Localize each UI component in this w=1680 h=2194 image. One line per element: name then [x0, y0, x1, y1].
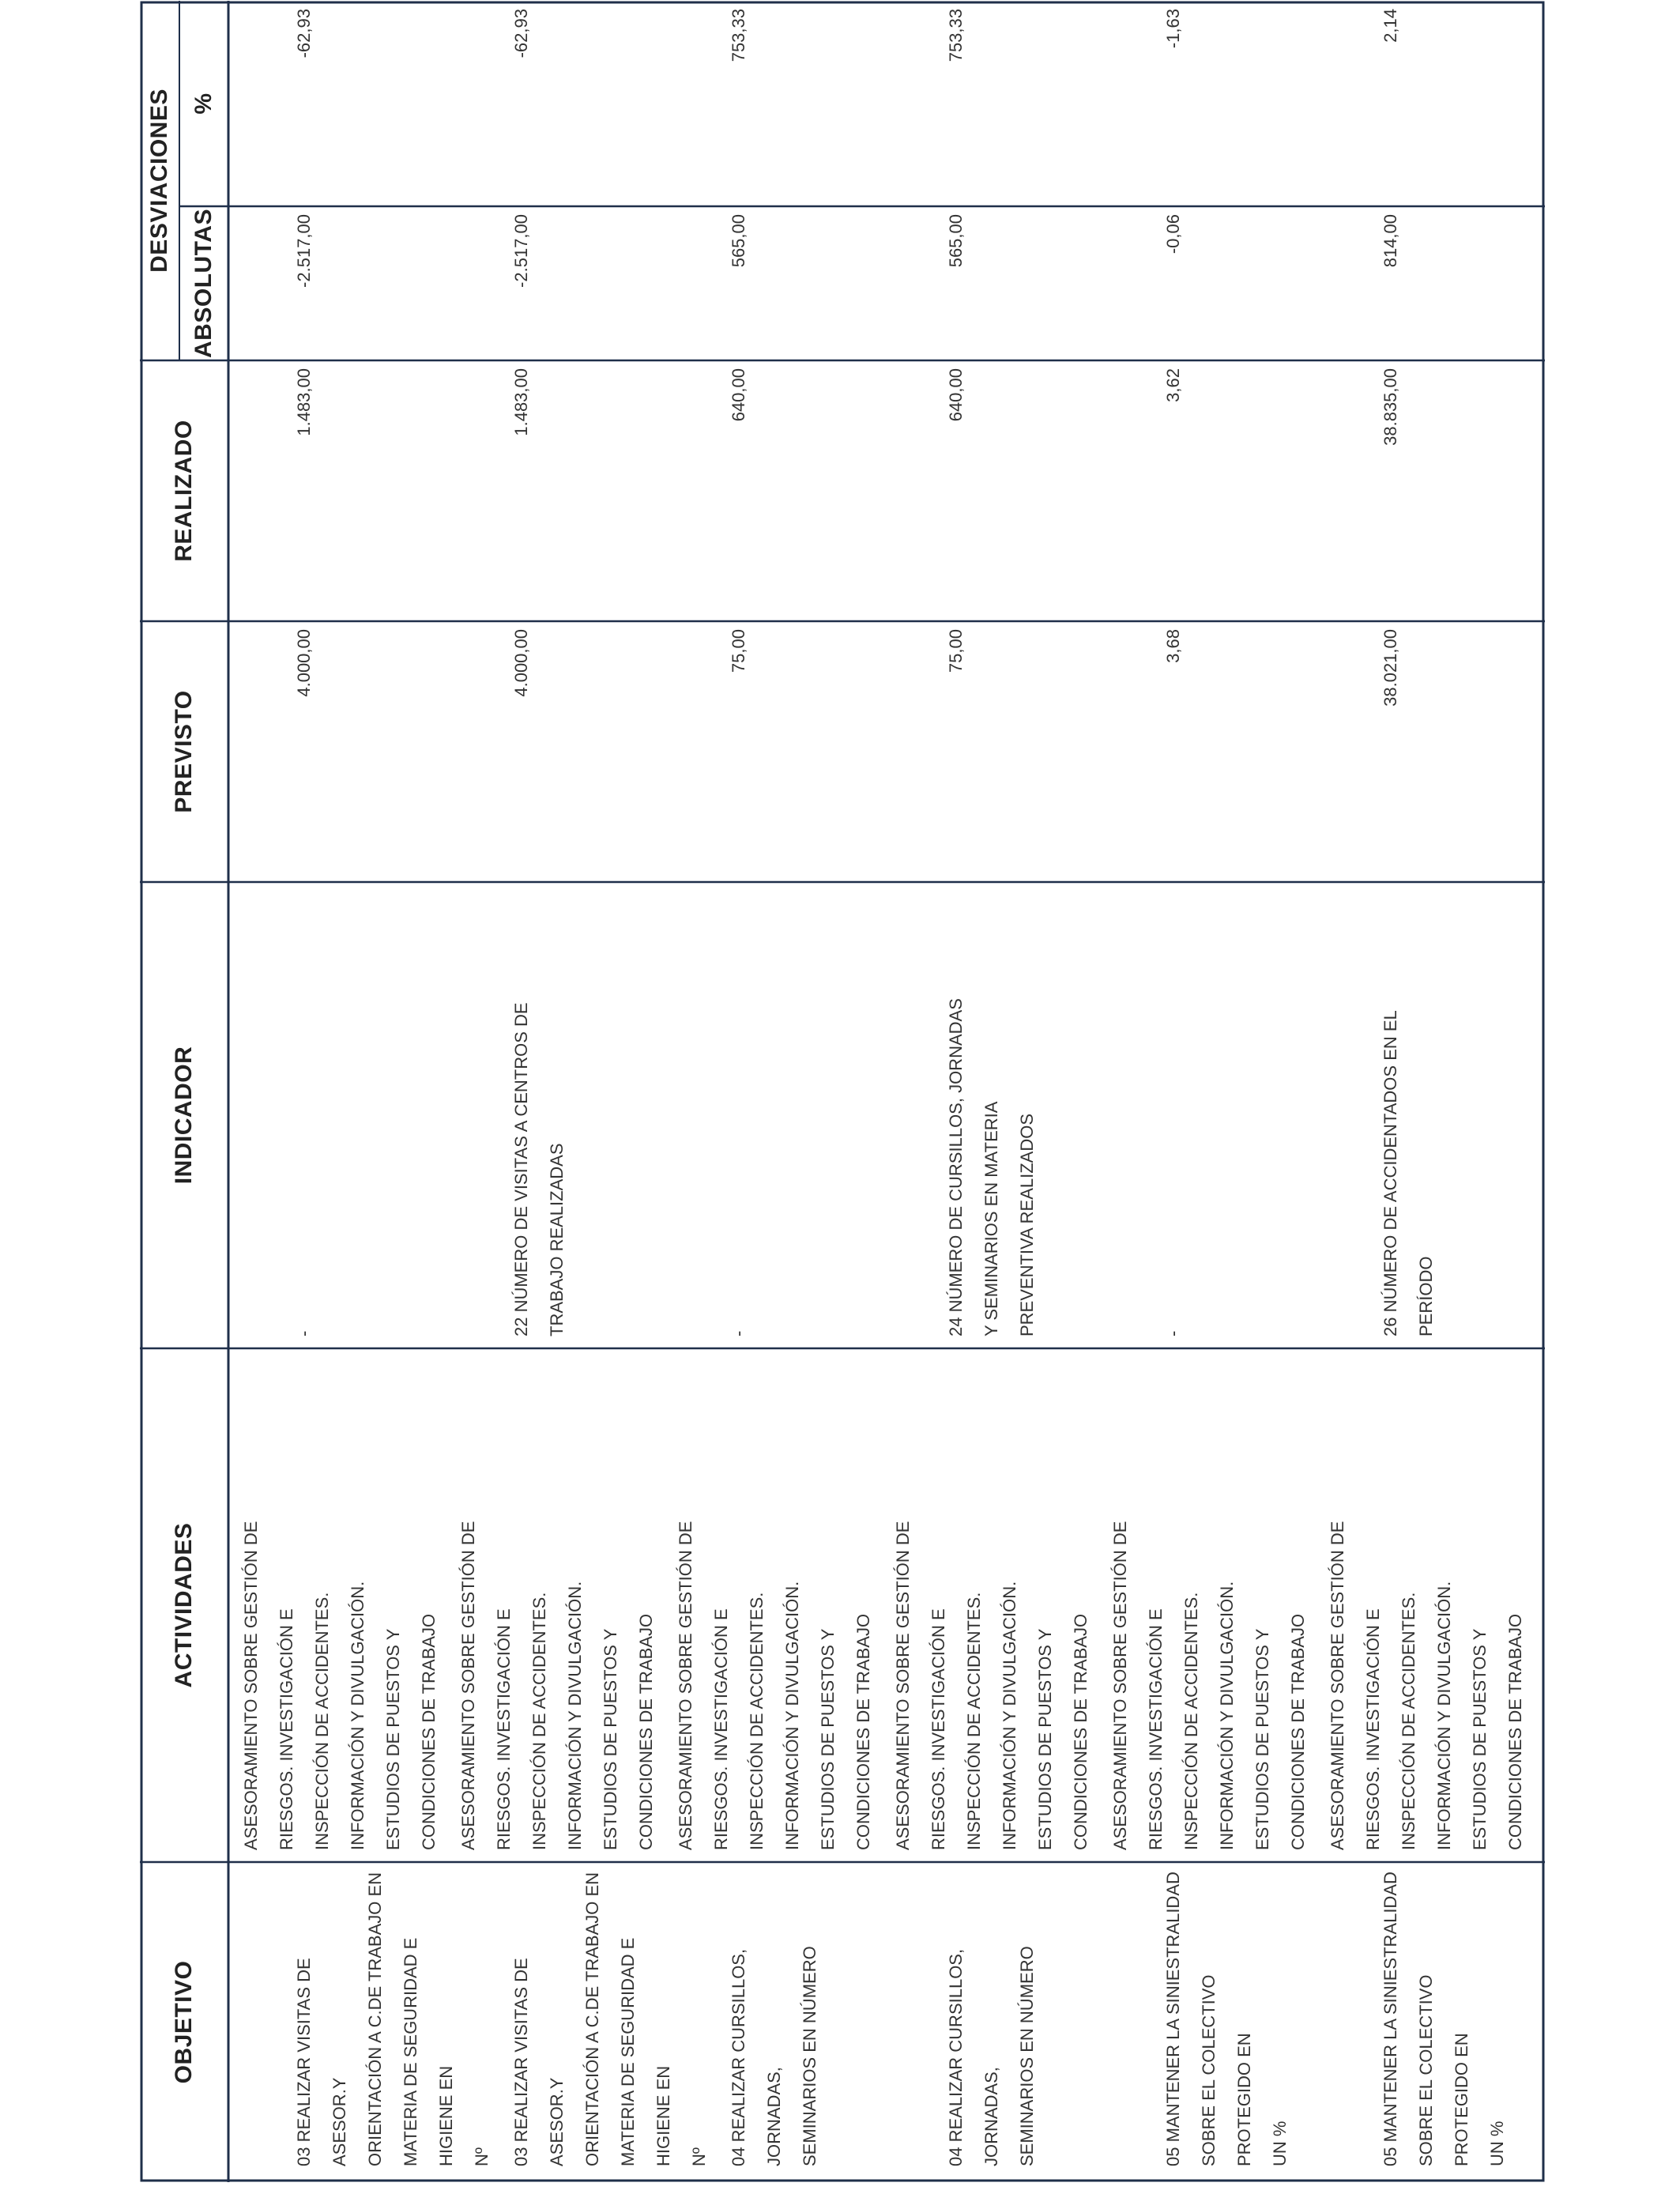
row2-actividades: ASESORAMIENTO SOBRE GESTIÓN DE RIESGOS. INVESTIGACIÓN E INSPECCIÓN DE ACCIDENTES. INFORMACIÓN Y DIVULGACIÓN. ESTUDIOS DE PUESTOS Y CONDICIONES DE TRABAJO — [458, 1521, 656, 1850]
row4-indicador: 24 NÚMERO DE CURSILLOS, JORNADAS Y SEMINARIOS EN MATERIA PREVENTIVA REALIZADOS — [946, 998, 1037, 1336]
row6-realizado: 38.835,00 — [1381, 368, 1400, 446]
row1-absolutas: -2.517,00 — [294, 214, 314, 288]
row4-porcentaje: 753,33 — [946, 9, 966, 62]
row3-objetivo: 04 REALIZAR CURSILLOS, JORNADAS, SEMINARIOS EN NÚMERO — [729, 1946, 819, 2166]
row2-previsto: 4.000,00 — [511, 629, 531, 697]
header-indicador: INDICADOR — [171, 1046, 197, 1185]
row5-realizado: 3,62 — [1163, 368, 1183, 402]
table-grid — [140, 1, 1545, 2182]
row6-absolutas: 814,00 — [1381, 214, 1400, 268]
header-realizado: REALIZADO — [171, 420, 197, 562]
row6-indicador: 26 NÚMERO DE ACCIDENTADOS EN EL PERÍODO — [1381, 1010, 1436, 1336]
header-objetivo: OBJETIVO — [171, 1960, 197, 2084]
row2-absolutas: -2.517,00 — [511, 214, 531, 288]
row4-previsto: 75,00 — [946, 629, 966, 673]
row6-porcentaje: 2,14 — [1381, 9, 1400, 43]
row1-porcentaje: -62,93 — [294, 9, 314, 58]
header-actividades: ACTIVIDADES — [171, 1522, 197, 1688]
rotated-table — [140, 1, 1545, 2182]
row4-actividades: ASESORAMIENTO SOBRE GESTIÓN DE RIESGOS. INVESTIGACIÓN E INSPECCIÓN DE ACCIDENTES. INFORMACIÓN Y DIVULGACIÓN. ESTUDIOS DE PUESTOS Y CONDICIONES DE TRABAJO — [893, 1521, 1090, 1850]
row1-realizado: 1.483,00 — [294, 368, 314, 436]
row6-previsto: 38.021,00 — [1381, 629, 1400, 707]
row6-actividades: ASESORAMIENTO SOBRE GESTIÓN DE RIESGOS. INVESTIGACIÓN E INSPECCIÓN DE ACCIDENTES. INFORMACIÓN Y DIVULGACIÓN. ESTUDIOS DE PUESTOS Y CONDICIONES DE TRABAJO — [1328, 1521, 1525, 1850]
header-absolutas: ABSOLUTAS — [190, 209, 217, 358]
header-porcentaje: % — [190, 92, 217, 115]
row4-absolutas: 565,00 — [946, 214, 966, 268]
row4-objetivo: 04 REALIZAR CURSILLOS, JORNADAS, SEMINARIOS EN NÚMERO — [946, 1946, 1037, 2166]
row3-porcentaje: 753,33 — [729, 9, 748, 62]
row2-objetivo: 03 REALIZAR VISITAS DE ASESOR.Y ORIENTACIÓN A C.DE TRABAJO EN MATERIA DE SEGURIDAD E HIGIENE EN Nº — [511, 1872, 709, 2166]
row1-indicador: - — [294, 1330, 314, 1336]
row3-previsto: 75,00 — [729, 629, 748, 673]
row5-porcentaje: -1,63 — [1163, 9, 1183, 49]
row4-realizado: 640,00 — [946, 368, 966, 422]
row5-actividades: ASESORAMIENTO SOBRE GESTIÓN DE RIESGOS. INVESTIGACIÓN E INSPECCIÓN DE ACCIDENTES. INFORMACIÓN Y DIVULGACIÓN. ESTUDIOS DE PUESTOS Y CONDICIONES DE TRABAJO — [1110, 1521, 1308, 1850]
row1-previsto: 4.000,00 — [294, 629, 314, 697]
row3-absolutas: 565,00 — [729, 214, 748, 268]
row1-objetivo: 03 REALIZAR VISITAS DE ASESOR.Y ORIENTACIÓN A C.DE TRABAJO EN MATERIA DE SEGURIDAD E HIGIENE EN Nº — [294, 1872, 492, 2166]
row6-objetivo: 05 MANTENER LA SINIESTRALIDAD SOBRE EL COLECTIVO PROTEGIDO EN UN % — [1381, 1872, 1507, 2166]
row2-realizado: 1.483,00 — [511, 368, 531, 436]
row3-realizado: 640,00 — [729, 368, 748, 422]
row5-absolutas: -0,06 — [1163, 214, 1183, 254]
header-desviaciones: DESVIACIONES — [146, 89, 172, 273]
row2-indicador: 22 NÚMERO DE VISITAS A CENTROS DE TRABAJO REALIZADAS — [511, 1002, 567, 1336]
row5-indicador: - — [1163, 1330, 1183, 1336]
row3-actividades: ASESORAMIENTO SOBRE GESTIÓN DE RIESGOS. INVESTIGACIÓN E INSPECCIÓN DE ACCIDENTES. INFORMACIÓN Y DIVULGACIÓN. ESTUDIOS DE PUESTOS Y CONDICIONES DE TRABAJO — [676, 1521, 873, 1850]
row1-actividades: ASESORAMIENTO SOBRE GESTIÓN DE RIESGOS. INVESTIGACIÓN E INSPECCIÓN DE ACCIDENTES. INFORMACIÓN Y DIVULGACIÓN. ESTUDIOS DE PUESTOS Y CONDICIONES DE TRABAJO — [241, 1521, 439, 1850]
row5-objetivo: 05 MANTENER LA SINIESTRALIDAD SOBRE EL COLECTIVO PROTEGIDO EN UN % — [1163, 1872, 1290, 2166]
row5-previsto: 3,68 — [1163, 629, 1183, 663]
header-previsto: PREVISTO — [171, 690, 197, 813]
row2-porcentaje: -62,93 — [511, 9, 531, 58]
row3-indicador: - — [729, 1330, 748, 1336]
